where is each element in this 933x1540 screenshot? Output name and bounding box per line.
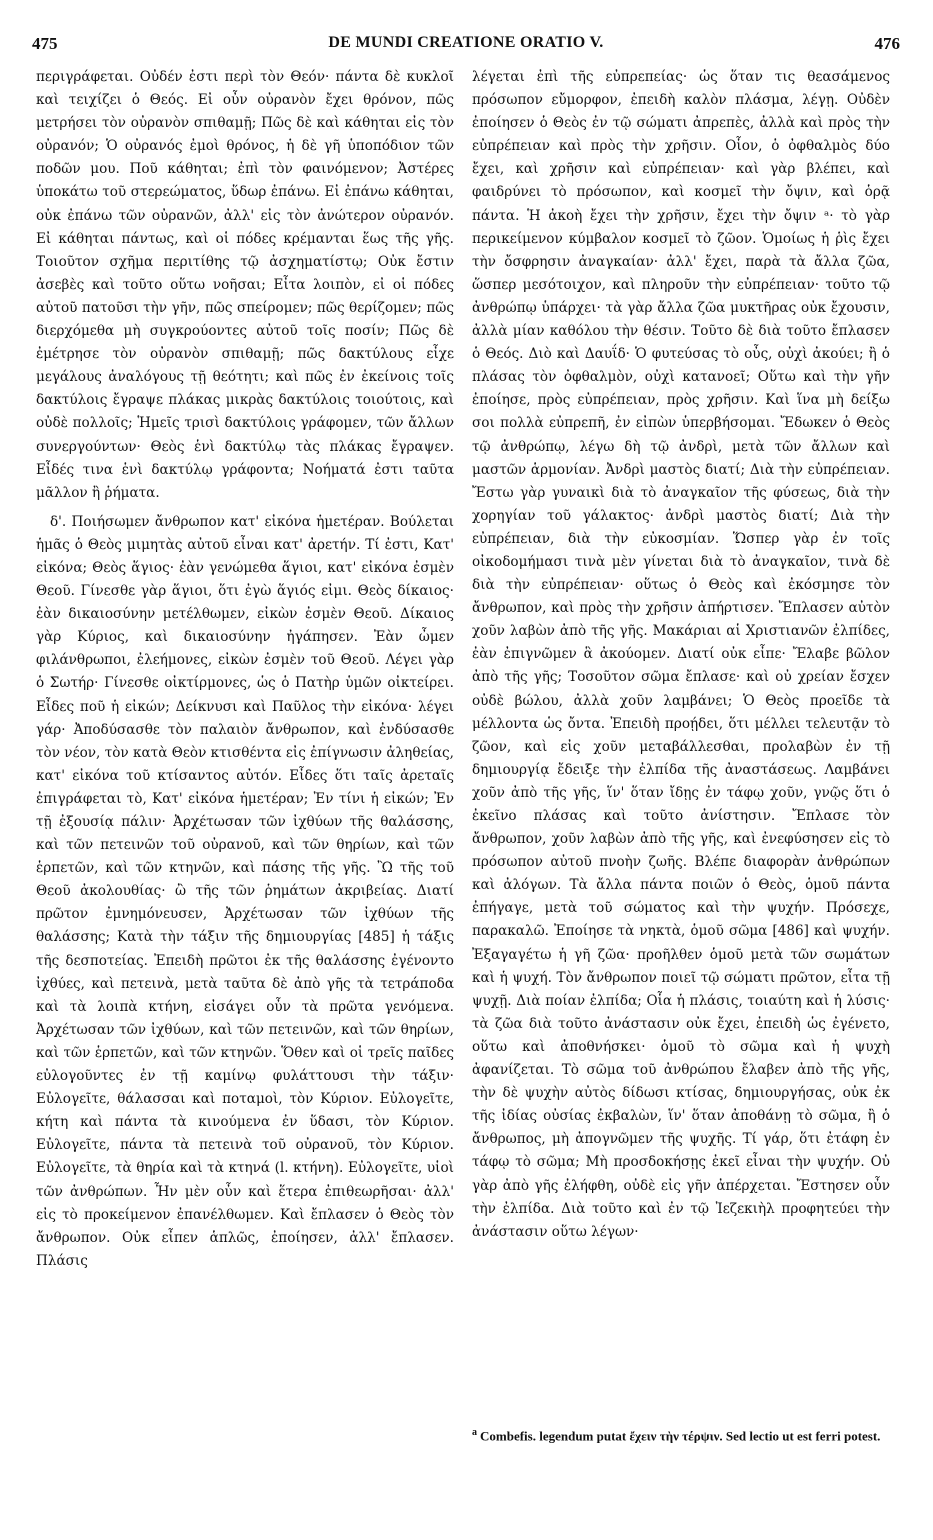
paragraph: λέγεται ἐπὶ τῆς εὐπρεπείας· ὡς ὅταν τις θεασάμενος πρόσωπον εὔμορφον, ἐπειδὴ καλὸν πλάσμα, λέγῃ. Οὐδὲν ἐποίησεν ὁ Θεὸς ἐν τῷ σώματι ἀπρεπὲς, ἀλλὰ καὶ πρὸς τὴν εὐπρέπειαν καὶ πρὸς τὴν χρῆσιν. Οἷον, ὁ ὀφθαλμὸς δύο ἔχει, καὶ χρῆσιν καὶ εὐπρέπειαν· καὶ γὰρ βλέπει, καὶ φαιδρύνει τὸ πρόσωπον, καὶ κοσμεῖ τὴν ὄψιν, καὶ ὁρᾷ πάντα. Ἡ ἀκοὴ ἔχει τὴν χρῆσιν, ἔχει τὴν ὄψιν ᵃ· τὸ γὰρ περικείμενον κύμβαλον κοσμεῖ τὸ ζῶον. Ὁμοίως ἡ ῥὶς ἔχει τὴν ὄσφρησιν ἀναγκαίαν· ἀλλ' ἔχει, παρὰ τὰ ἄλλα ζῶα, ὥσπερ μεσότοιχον, καὶ πληροῦν τὴν εὐπρέπειαν· τοῦτο τῷ ἀνθρώπῳ ὑπάρχει· τὰ γὰρ ἄλλα ζῶα μυκτῆρας οὐκ ἔχουσιν, ἀλλὰ μίαν καθόλου τὴν θέσιν. Τοῦτο δὲ διὰ τοῦτο ἔπλασεν ὁ Θεός. Διὸ καὶ Δαυΐδ· Ὁ φυτεύσας τὸ οὖς, οὐχὶ ἀκούει; ἢ ὁ πλάσας τὸν ὀφθαλμὸν, οὐχὶ κατανοεῖ; Οὕτω καὶ τὴν γῆν ἐποίησε, πρὸς εὐπρέπειαν, πρὸς χρῆσιν. Καὶ ἵνα μὴ δείξω σοι πολλὰ εὐπρεπῆ, ἐν εἰπὼν ὑπερβήσομαι. Ἔδωκεν ὁ Θεὸς τῷ ἀνθρώπῳ, λέγω δὴ τῷ ἀνδρὶ, μετὰ τῶν ἄλλων καὶ μαστῶν ἁρμονίαν. Ἀνδρὶ μαστὸς διατί; Διὰ τὴν εὐπρέπειαν. Ἔστω γὰρ γυναικὶ διὰ τὸ ἀναγκαῖον τῆς φύσεως, διὰ τὴν χορηγίαν τοῦ γάλακτος· ἀνδρὶ μαστὸς διατί; Διὰ τὴν εὐπρέπειαν, διὰ τὴν εὐκοσμίαν. Ὥσπερ γὰρ ἐν τοῖς οἰκοδομήμασι τινὰ μὲν γίνεται διὰ τὸ ἀναγκαῖον, τινὰ δὲ διὰ τὴν εὐπρέπειαν· οὕτως ὁ Θεὸς καὶ ἐκόσμησε τὸν ἄνθρωπον, καὶ πρὸς τὴν χρῆσιν ἀπήρτισεν. Ἔπλασεν αὐτὸν χοῦν λαβὼν ἀπὸ τῆς γῆς. Μακάριαι αἱ Χριστιανῶν ἐλπίδες, ἐὰν ἐπιγνῶμεν ἃ ἀκούομεν. Διατί οὐκ εἶπε· Ἔλαβε βῶλον ἀπὸ τῆς γῆς; Τοσοῦτον σῶμα ἔπλασε· καὶ οὐ χρείαν ἔσχεν οὐδὲ βώλου, ἀλλὰ χοῦν λαμβάνει; Ὁ Θεὸς προεῖδε τὰ μέλλοντα ὡς ὄντα. Ἐπειδὴ προῄδει, ὅτι μέλλει τελευτᾷν τὸ ζῶον, καὶ εἰς χοῦν μεταβάλλεσθαι, προλαβὼν ἐν τῇ δημιουργίᾳ ἔδειξε τὴν ἐλπίδα τῆς ἀναστάσεως. Λαμβάνει χοῦν ἀπὸ τῆς γῆς, ἵν' ὅταν ἴδῃς ἐν τάφῳ χοῦν, γνῷς ὅτι ὁ ἐκεῖνο πλάσας καὶ τοῦτο ἀνίστησιν. Ἔπλασε τὸν ἄνθρωπον, χοῦν λαβὼν ἀπὸ τῆς γῆς, καὶ ἐνεφύσησεν εἰς τὸ πρόσωπον αὐτοῦ πνοὴν ζωῆς. Βλέπε διαφορὰν ἀνθρώπων καὶ ἀλόγων. Τὰ ἄλλα πάντα ποιῶν ὁ Θεὸς, ὁμοῦ πάντα ἐπήγαγε, μετὰ τοῦ σώματος καὶ τὴν ψυχήν. Πρόσεχε, παρακαλῶ. Ἐποίησε τὰ νηκτὰ, ὁμοῦ σῶμα [486] καὶ ψυχήν. Ἐξαγαγέτω ἡ γῆ ζῶα· προῆλθεν ὁμοῦ μετὰ τῶν σωμάτων καὶ ἡ ψυχή. Τὸν ἄνθρωπον ποιεῖ τῷ σώματι πρῶτον, εἶτα τῇ ψυχῇ. Διὰ ποίαν ἐλπίδα; Οἷα ἡ πλάσις, τοιαύτη καὶ ἡ λύσις· τὰ ζῶα διὰ τοῦτο ἀνάστασιν οὐκ ἔχει, ἐπειδὴ ὡς ἐγένετο, οὕτω καὶ ἀποθνήσκει· ὁμοῦ τὸ σῶμα καὶ ἡ ψυχὴ ἀφανίζεται. Τὸ σῶμα τοῦ ἀνθρώπου ἔλαβεν ἀπὸ τῆς γῆς, τὴν δὲ ψυχὴν αὐτὸς δίδωσι κτίσας, δημιουργήσας, οὐκ ἐκ τῆς ἰδίας οὐσίας ἐκβαλὼν, ἵν' ὅταν ἀποθάνῃ τὸ σῶμα, ἢ ὁ ἄνθρωπος, μὴ ἀπογνῶμεν τῆς ψυχῆς. Τί γάρ, ὅτι ἐτάφη ἐν τάφῳ τὸ σῶμα; Μὴ προσδοκήσῃς ἐκεῖ εἶναι τὴν ψυχήν. Οὐ γὰρ ἀπὸ γῆς ἐλήφθη, οὐδὲ εἰς γῆν ἀπέρχεται. Ἔστησεν οὖν τὴν ἐλπίδα. Διὰ τοῦτο καὶ ἐν τῷ Ἰεζεκιὴλ προφητεύει τὴν ἀνάστασιν οὕτω λέγων· bbox=[472, 69, 890, 1240]
footnote-mark: a bbox=[472, 1427, 477, 1438]
footnote-text: Combefis. legendum putat ἔχειν τὴν τέρψιν. Sed lectio ut est ferri potest. bbox=[480, 1428, 881, 1444]
paragraph: δ'. Ποιήσωμεν ἄνθρωπον κατ' εἰκόνα ἡμετέραν. Βούλεται ἡμᾶς ὁ Θεὸς μιμητὰς αὐτοῦ εἶναι κατ' ἀρετήν. Τί ἐστι, Κατ' εἰκόνα; Θεὸς ἅγιος· ἐὰν γενώμεθα ἅγιοι, κατ' εἰκόνα ἐσμὲν Θεοῦ. Γίνεσθε γὰρ ἅγιοι, ὅτι ἐγὼ ἅγιός εἰμι. Θεὸς δίκαιος· ἐὰν δικαιοσύνην μετέλθωμεν, εἰκὼν ἐσμὲν Θεοῦ. Δίκαιος γὰρ Κύριος, καὶ δικαιοσύνην ἠγάπησεν. Ἐὰν ὦμεν φιλάνθρωποι, ἐλεήμονες, εἰκὼν ἐσμὲν τοῦ Θεοῦ. Λέγει γὰρ ὁ Σωτήρ· Γίνεσθε οἰκτίρμονες, ὡς ὁ Πατὴρ ὑμῶν οἰκτείρει. Εἶδες ποῦ ἡ εἰκών; Δείκνυσι καὶ Παῦλος τὴν εἰκόνα· λέγει γάρ· Ἀποδύσασθε τὸν παλαιὸν ἄνθρωπον, καὶ ἐνδύσασθε τὸν νέον, τὸν κατὰ Θεὸν κτισθέντα εἰς ἐπίγνωσιν ἀληθείας, κατ' εἰκόνα τοῦ κτίσαντος αὐτόν. Εἶδες ὅτι ταῖς ἀρεταῖς ἐπιγράφεται τὸ, Κατ' εἰκόνα ἡμετέραν; Ἐν τίνι ἡ εἰκών; Ἐν τῇ ἐξουσίᾳ πάλιν· Ἀρχέτωσαν τῶν ἰχθύων τῆς θαλάσσης, καὶ τῶν πετεινῶν τοῦ οὐρανοῦ, καὶ τῶν θηρίων, καὶ τῶν ἑρπετῶν, καὶ τῶν κτηνῶν, καὶ πάσης τῆς γῆς. Ὢ τῆς τοῦ Θεοῦ ἀκολουθίας· ὢ τῆς τῶν ῥημάτων ἀκριβείας. Διατί πρῶτον ἐμνημόνευσεν, Ἀρχέτωσαν τῶν ἰχθύων τῆς θαλάσσης; Κατὰ τὴν τάξιν τῆς δημιουργίας [485] ἡ τάξις τῆς δεσποτείας. Ἐπειδὴ πρῶτοι ἐκ τῆς θαλάσσης ἐγένοντο ἰχθύες, καὶ πετεινὰ, μετὰ ταῦτα δὲ ἀπὸ γῆς τὰ τετράποδα καὶ τὰ λοιπὰ κτήνη, εἰσάγει οὖν τὰ πρῶτα γενόμενα. Ἀρχέτωσαν τῶν ἰχθύων, καὶ τῶν πετεινῶν, καὶ τῶν θηρίων, καὶ τῶν ἑρπετῶν, καὶ τῶν κτηνῶν. Ὅθεν καὶ οἱ τρεῖς παῖδες εὐλογοῦντες ἐν τῇ καμίνῳ φυλάττουσι τὴν τάξιν· Εὐλογεῖτε, θάλασσαι καὶ ποταμοὶ, τὸν Κύριον. Εὐλογεῖτε, κήτη καὶ πάντα τὰ κινούμενα ἐν ὕδασι, τὸν Κύριον. Εὐλογεῖτε, πάντα τὰ πετεινὰ τοῦ οὐρανοῦ, τὸν Κύριον. Εὐλογεῖτε, τὰ θηρία καὶ τὰ κτηνά (l. κτήνη). Εὐλογεῖτε, υἱοὶ τῶν ἀνθρώπων. Ἦν μὲν οὖν καὶ ἕτερα ἐπιθεωρῆσαι· ἀλλ' εἰς τὸ προκείμενον ἐπανέλθωμεν. Καὶ ἔπλασεν ὁ Θεὸς τὸν ἄνθρωπον. Οὐκ εἶπεν ἁπλῶς, ἐποίησεν, ἀλλ' ἔπλασεν. Πλάσις bbox=[36, 513, 454, 1269]
paragraph: περιγράφεται. Οὐδέν ἐστι περὶ τὸν Θεόν· πάντα δὲ κυκλοῖ καὶ τειχίζει ὁ Θεός. Εἰ οὖν οὐρανὸν ἔχει θρόνον, πῶς μετρήσει τὸν οὐρανὸν σπιθαμῇ; Πῶς δὲ καὶ κάθηται εἰς τὸν οὐρανόν; Ὁ οὐρανός ἐμοὶ θρόνος, ἡ δὲ γῆ ὑποπόδιον τῶν ποδῶν μου. Ποῦ κάθηται; ἐπὶ τὸν φαινόμενον; Ἀστέρες ὑποκάτω τοῦ στερεώματος, ὕδωρ ἐπάνω. Εἰ ἐπάνω κάθηται, οὐκ ἐπάνω τῶν οὐρανῶν, ἀλλ' εἰς τὸν ἀνώτερον οὐρανόν. Εἰ κάθηται πάντως, καὶ οἱ πόδες κρέμανται ἕως τῆς γῆς. Τοιοῦτον σχῆμα περιτίθης τῷ ἀσχηματίστῳ; Οὐκ ἔστιν ἀσεβὲς καὶ τοῦτο οὕτω νοῆσαι; Εἶτα λοιπὸν, εἰ οἱ πόδες αὐτοῦ πατοῦσι τὴν γῆν, πῶς σπείρομεν; πῶς θερίζομεν; πῶς διερχόμεθα μὴ συγκρούοντες αὐτοῦ τοῖς ποσίν; Πῶς δὲ ἐμέτρησε τὸν οὐρανὸν σπιθαμῇ; πῶς δακτύλους εἶχε μεγάλους ἀναλόγους τῇ θεότητι; καὶ πῶς ἐν ἐκείνοις τοῖς δακτύλοις ἔγραψε πλάκας μικρὰς δακτύλοις τοιούτοις, καὶ οὐδὲ πολλοῖς; Ἡμεῖς τρισὶ δακτύλοις γράφομεν, τῶν ἄλλων συνεργούντων· Θεὸς ἑνὶ δακτύλῳ τὰς πλάκας ἔγραψεν. Εἶδές τινα ἑνὶ δακτύλῳ γράφοντα; Νοήματά ἐστι ταῦτα μᾶλλον ἢ ῥήματα. bbox=[36, 69, 454, 501]
left-column bbox=[36, 66, 454, 1273]
right-column bbox=[472, 66, 890, 1244]
page-number-right: 476 bbox=[874, 34, 900, 53]
page-header bbox=[32, 34, 900, 58]
running-title: DE MUNDI CREATIONE ORATIO V. bbox=[328, 34, 604, 51]
page-number-left: 475 bbox=[32, 34, 58, 53]
footnote bbox=[472, 1424, 902, 1444]
